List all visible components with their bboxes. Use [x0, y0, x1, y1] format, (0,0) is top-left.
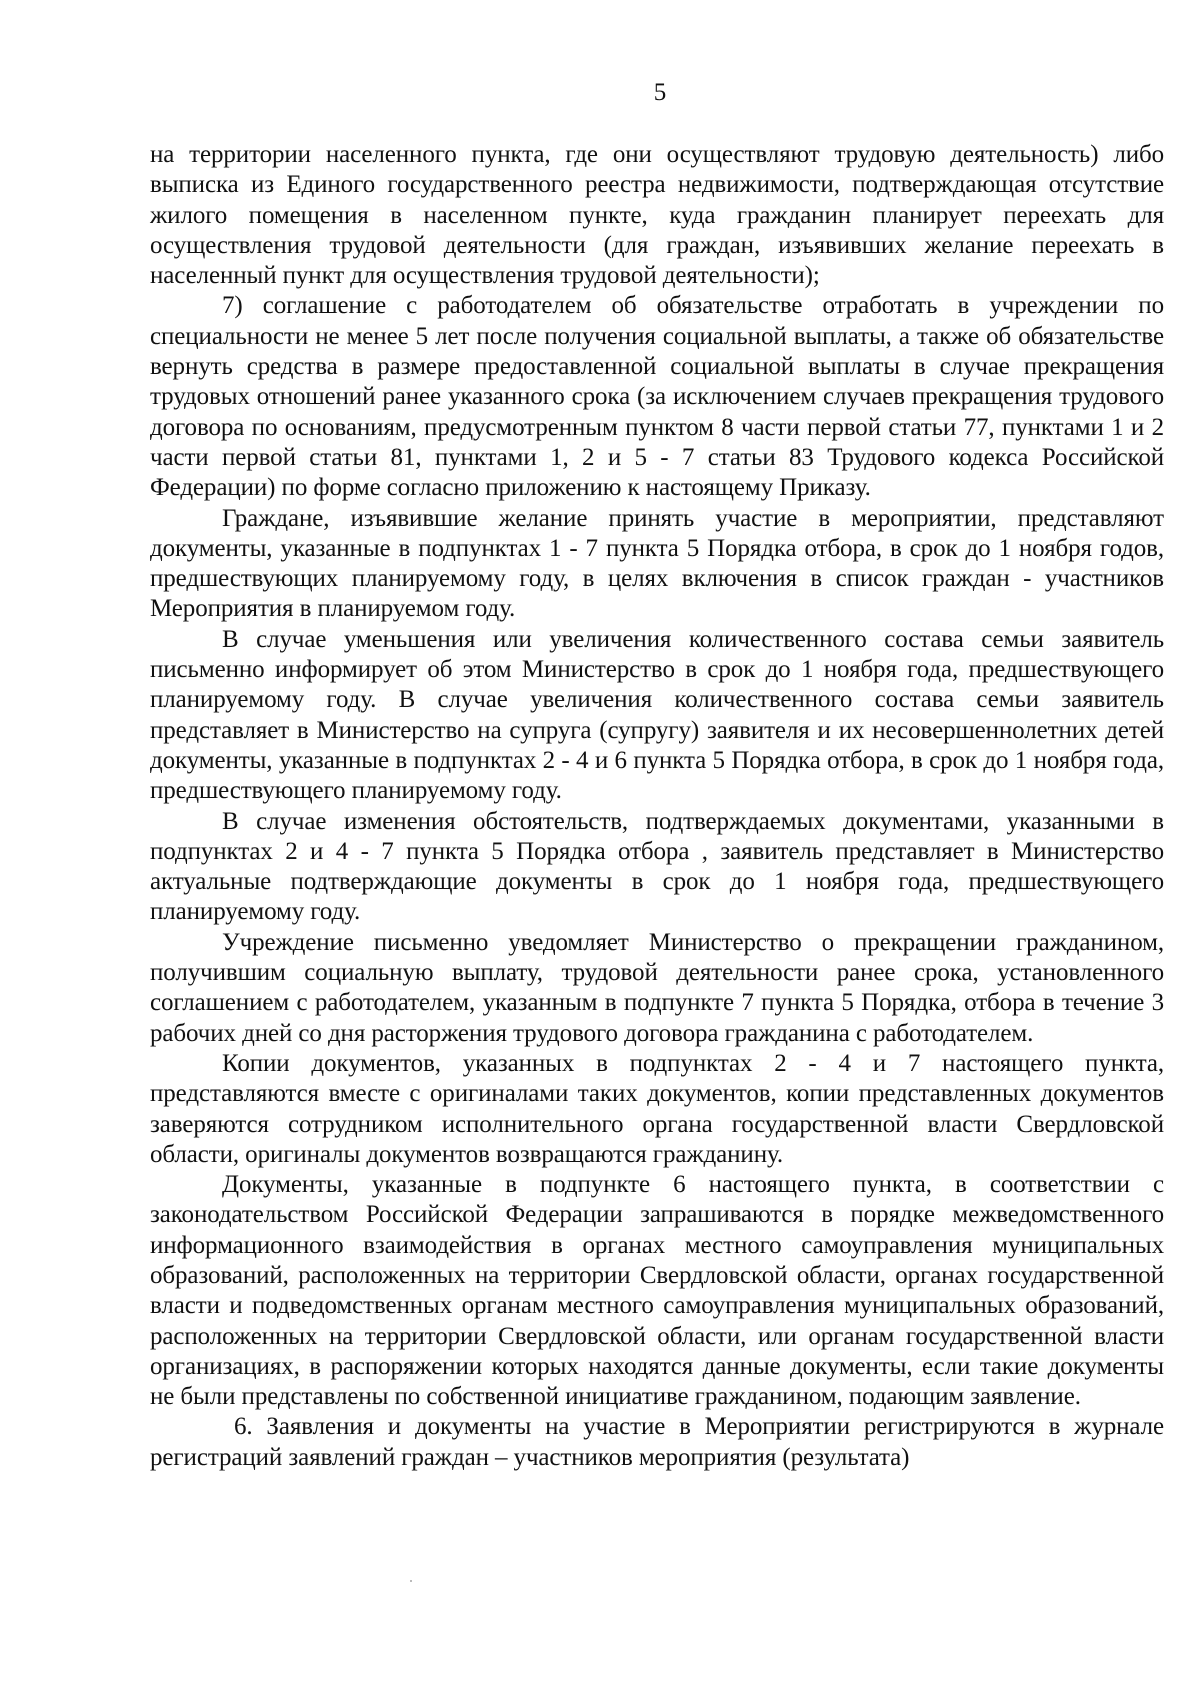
paragraph-interagency-requests: Документы, указанные в подпункте 6 настоящего пункта, в соответствии с законодательством Российской Федерации запрашиваются в порядке межведомственного информационного взаимодействия в органах местного самоуправления муниципальных образований, расположенных на территории Свердловской области, органах государственной власти и подведомственных органам местного самоуправления муниципальных образований, расположенных на территории Свердловской области, или органам государственной власти организациях, в распоряжении которых находятся данные документы, если такие документы не были представлены по собственной инициативе гражданином, подающим заявление.	[150, 1171, 1164, 1411]
page-number: 5	[653, 79, 667, 106]
paragraph-item-7: 7) соглашение с работодателем об обязательстве отработать в учреждении по специальности не менее 5 лет после получения социальной выплаты, а также об обязательстве вернуть средства в размере предоставленной социальной выплаты в случае прекращения трудовых отношений ранее указанного срока (за исключением случаев прекращения трудового договора по основаниям, предусмотренным пунктом 8 части первой статьи 77, пунктами 1 и 2 части первой статьи 81, пунктами 1, 2 и 5 - 7 статьи 83 Трудового кодекса Российской Федерации) по форме согласно приложению к настоящему Приказу.	[150, 292, 1164, 502]
paragraph-item-6-registration: 6. Заявления и документы на участие в Мероприятии регистрируются в журнале регистраций заявлений граждан – участников мероприятия (результата)	[150, 1413, 1164, 1471]
paragraph-circumstances-change: В случае изменения обстоятельств, подтверждаемых документами, указанными в подпунктах 2 и 4 - 7 пункта 5 Порядка отбора , заявитель представляет в Министерство актуальные подтверждающие документы в срок до 1 ноября года, предшествующего планируемому году.	[150, 807, 1164, 926]
paragraph-institution-notice: Учреждение письменно уведомляет Министерство о прекращении гражданином, получившим социальную выплату, трудовой деятельности ранее срока, установленного соглашением с работодателем, указанным в подпункте 7 пункта 5 Порядка, отбора в течение 3 рабочих дней со дня расторжения трудового договора гражданина с работодателем.	[150, 928, 1164, 1047]
scan-speck	[410, 1580, 412, 1582]
document-body	[150, 140, 1164, 1473]
paragraph-continuation: на территории населенного пункта, где они осуществляют трудовую деятельность) либо выписка из Единого государственного реестра недвижимости, подтверждающая отсутствие жилого помещения в населенном пункте, куда гражданин планирует переехать для осуществления трудовой деятельности (для граждан, изъявивших желание переехать в населенный пункт для осуществления трудовой деятельности);	[150, 141, 1164, 290]
paragraph-document-copies: Копии документов, указанных в подпунктах 2 - 4 и 7 настоящего пункта, представляются вместе с оригиналами таких документов, копии представленных документов заверяются сотрудником исполнительного органа государственной власти Свердловской области, оригиналы документов возвращаются гражданину.	[150, 1049, 1164, 1168]
paragraph-applicants: Граждане, изъявившие желание принять участие в мероприятии, представляют документы, указанные в подпунктах 1 - 7 пункта 5 Порядка отбора, в срок до 1 ноября годов, предшествующих планируемому году, в целях включения в список граждан - участников Мероприятия в планируемом году.	[150, 504, 1164, 623]
paragraph-family-change: В случае уменьшения или увеличения количественного состава семьи заявитель письменно информирует об этом Министерство в срок до 1 ноября года, предшествующего планируемому году. В случае увеличения количественного состава семьи заявитель представляет в Министерство на супруга (супругу) заявителя и их несовершеннолетних детей документы, указанные в подпунктах 2 - 4 и 6 пункта 5 Порядка отбора, в срок до 1 ноября года, предшествующего планируемому году.	[150, 625, 1164, 805]
